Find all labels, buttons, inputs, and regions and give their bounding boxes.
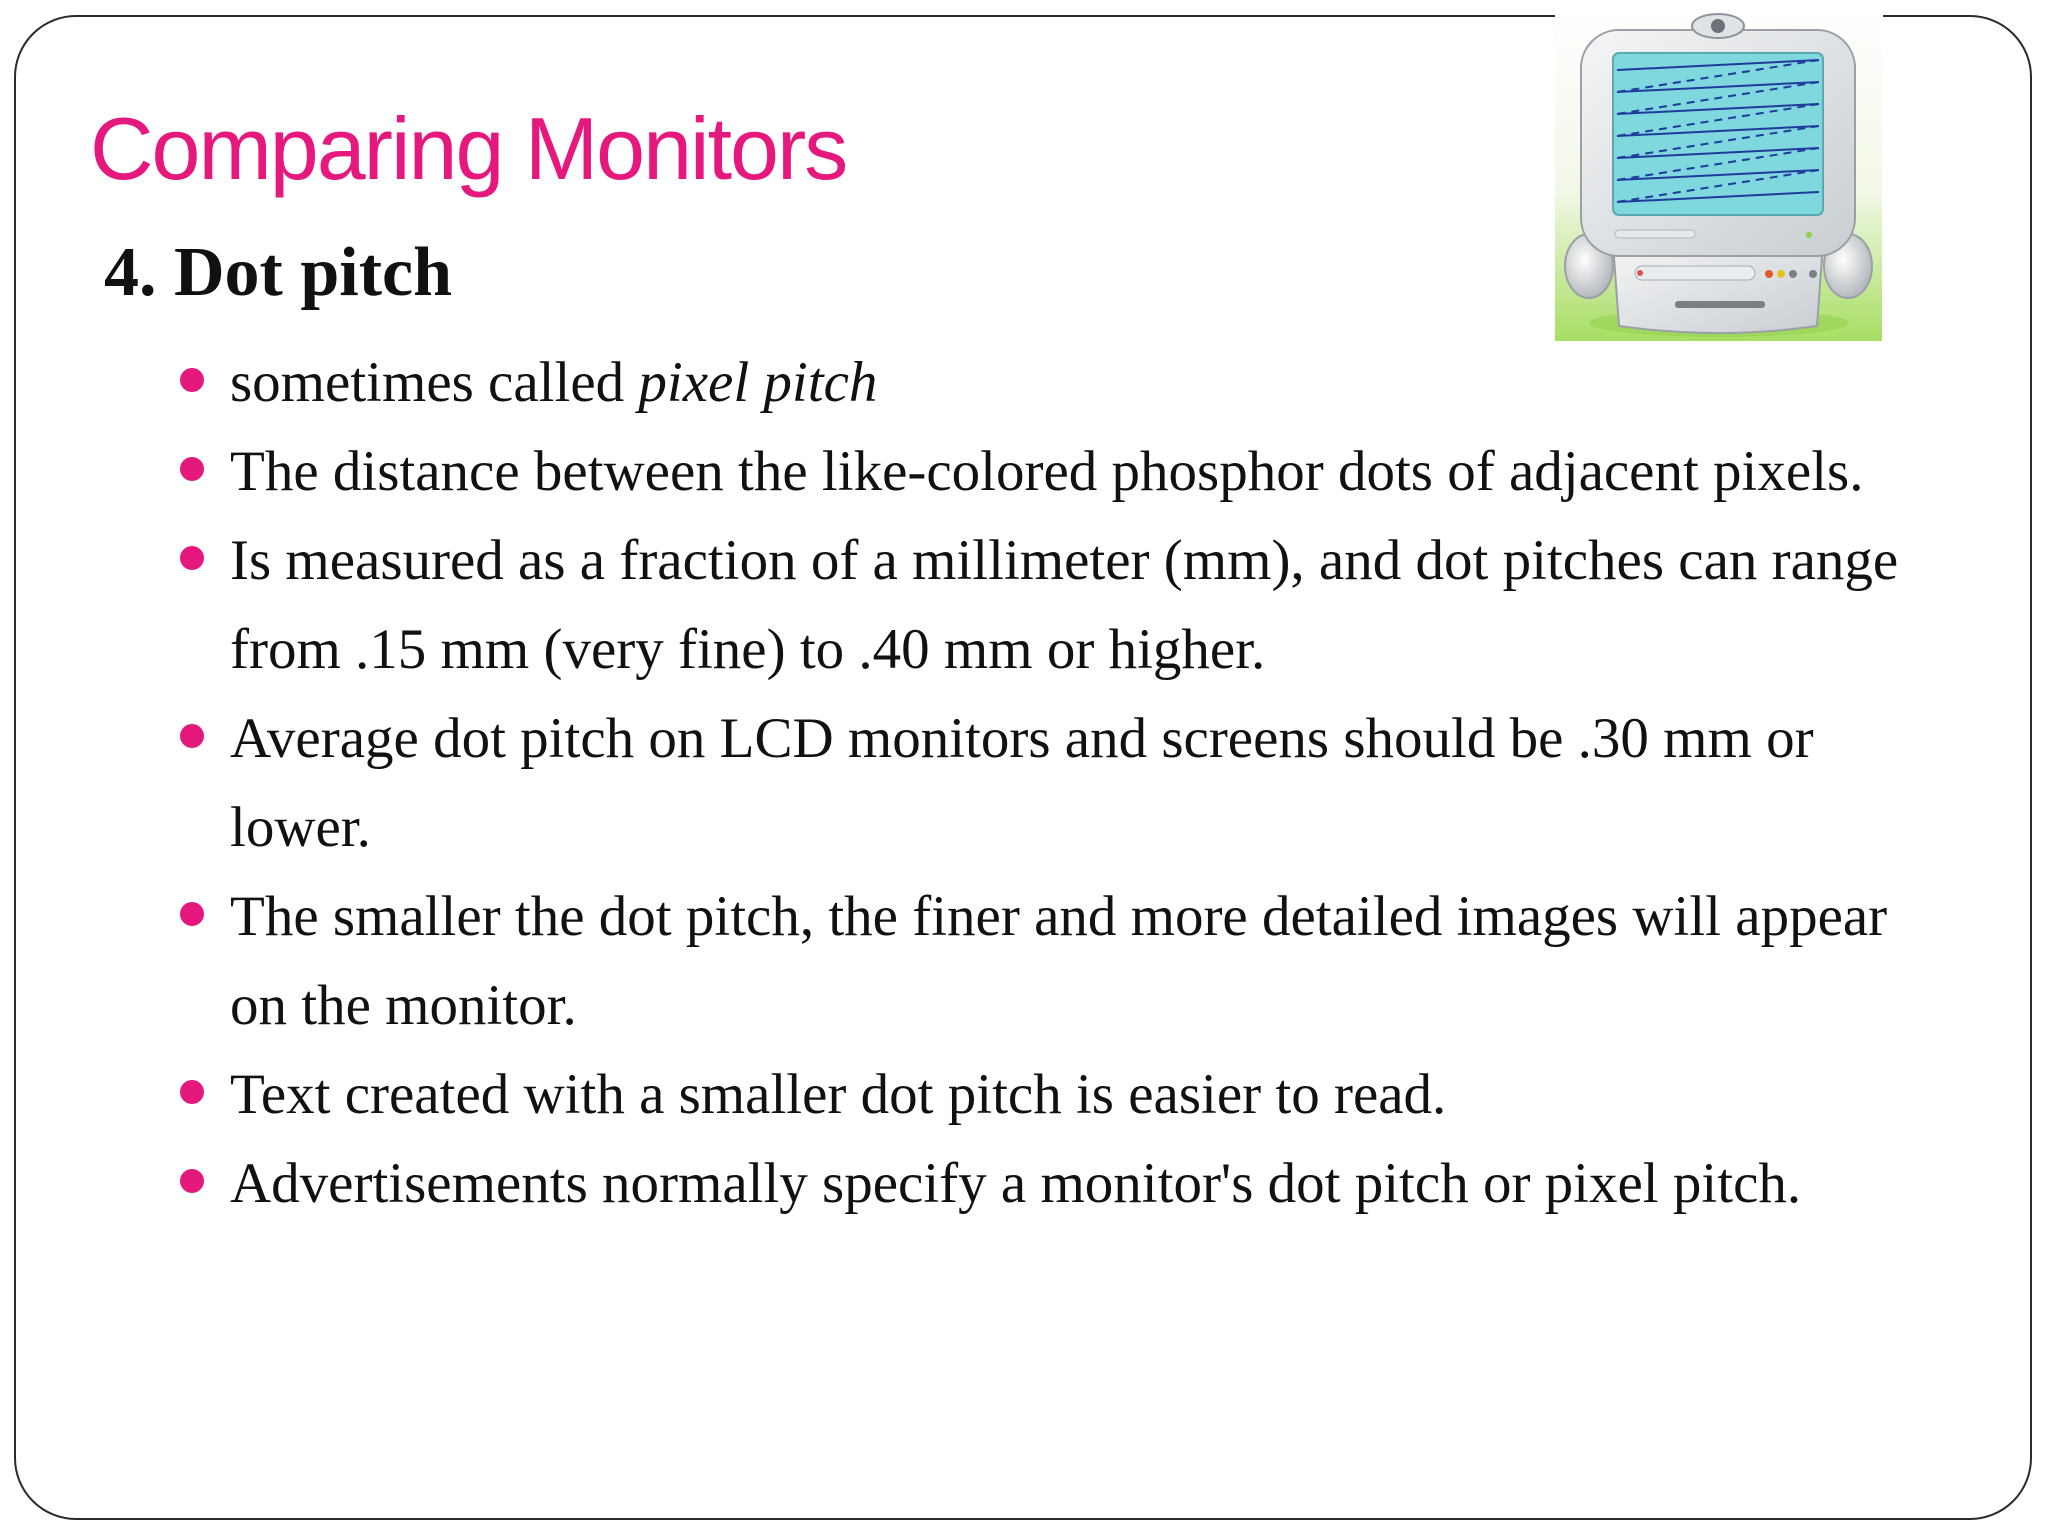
bullet-item [180, 872, 1920, 1050]
bullet-text: Advertisements normally specify a monitor's dot pitch or pixel pitch. [230, 1152, 1802, 1215]
bullet-dot-icon [180, 368, 204, 392]
bullet-text: The smaller the dot pitch, the finer and more detailed images will appear on the monitor. [230, 885, 1888, 1037]
bullet-item [180, 427, 1920, 516]
section-heading: 4. Dot pitch [104, 234, 453, 311]
bullet-text: The distance between the like-colored phosphor dots of adjacent pixels. [230, 440, 1864, 503]
bullet-dot-icon [180, 724, 204, 748]
crt-monitor-icon [1555, 8, 1882, 341]
bullet-item [180, 516, 1920, 694]
bullet-italic-term: pixel pitch [638, 351, 878, 414]
bullet-dot-icon [180, 457, 204, 481]
bullet-dot-icon [180, 1169, 204, 1193]
bullet-text: Is measured as a fraction of a millimeter (mm), and dot pitches can range from .15 mm (very fine) to .40 mm or higher. [230, 529, 1899, 681]
slide-title: Comparing Monitors [90, 99, 847, 198]
bullet-dot-icon [180, 546, 204, 570]
bullet-dot-icon [180, 902, 204, 926]
bullet-text: sometimes called [230, 351, 639, 414]
bullet-text: Average dot pitch on LCD monitors and screens should be .30 mm or lower. [230, 707, 1814, 859]
bullet-dot-icon [180, 1080, 204, 1104]
bullet-list [180, 338, 1920, 1228]
bullet-item [180, 1050, 1920, 1139]
bullet-item [180, 338, 1920, 427]
bullet-item [180, 1139, 1920, 1228]
bullet-item [180, 694, 1920, 872]
bullet-text: Text created with a smaller dot pitch is easier to read. [230, 1063, 1447, 1126]
